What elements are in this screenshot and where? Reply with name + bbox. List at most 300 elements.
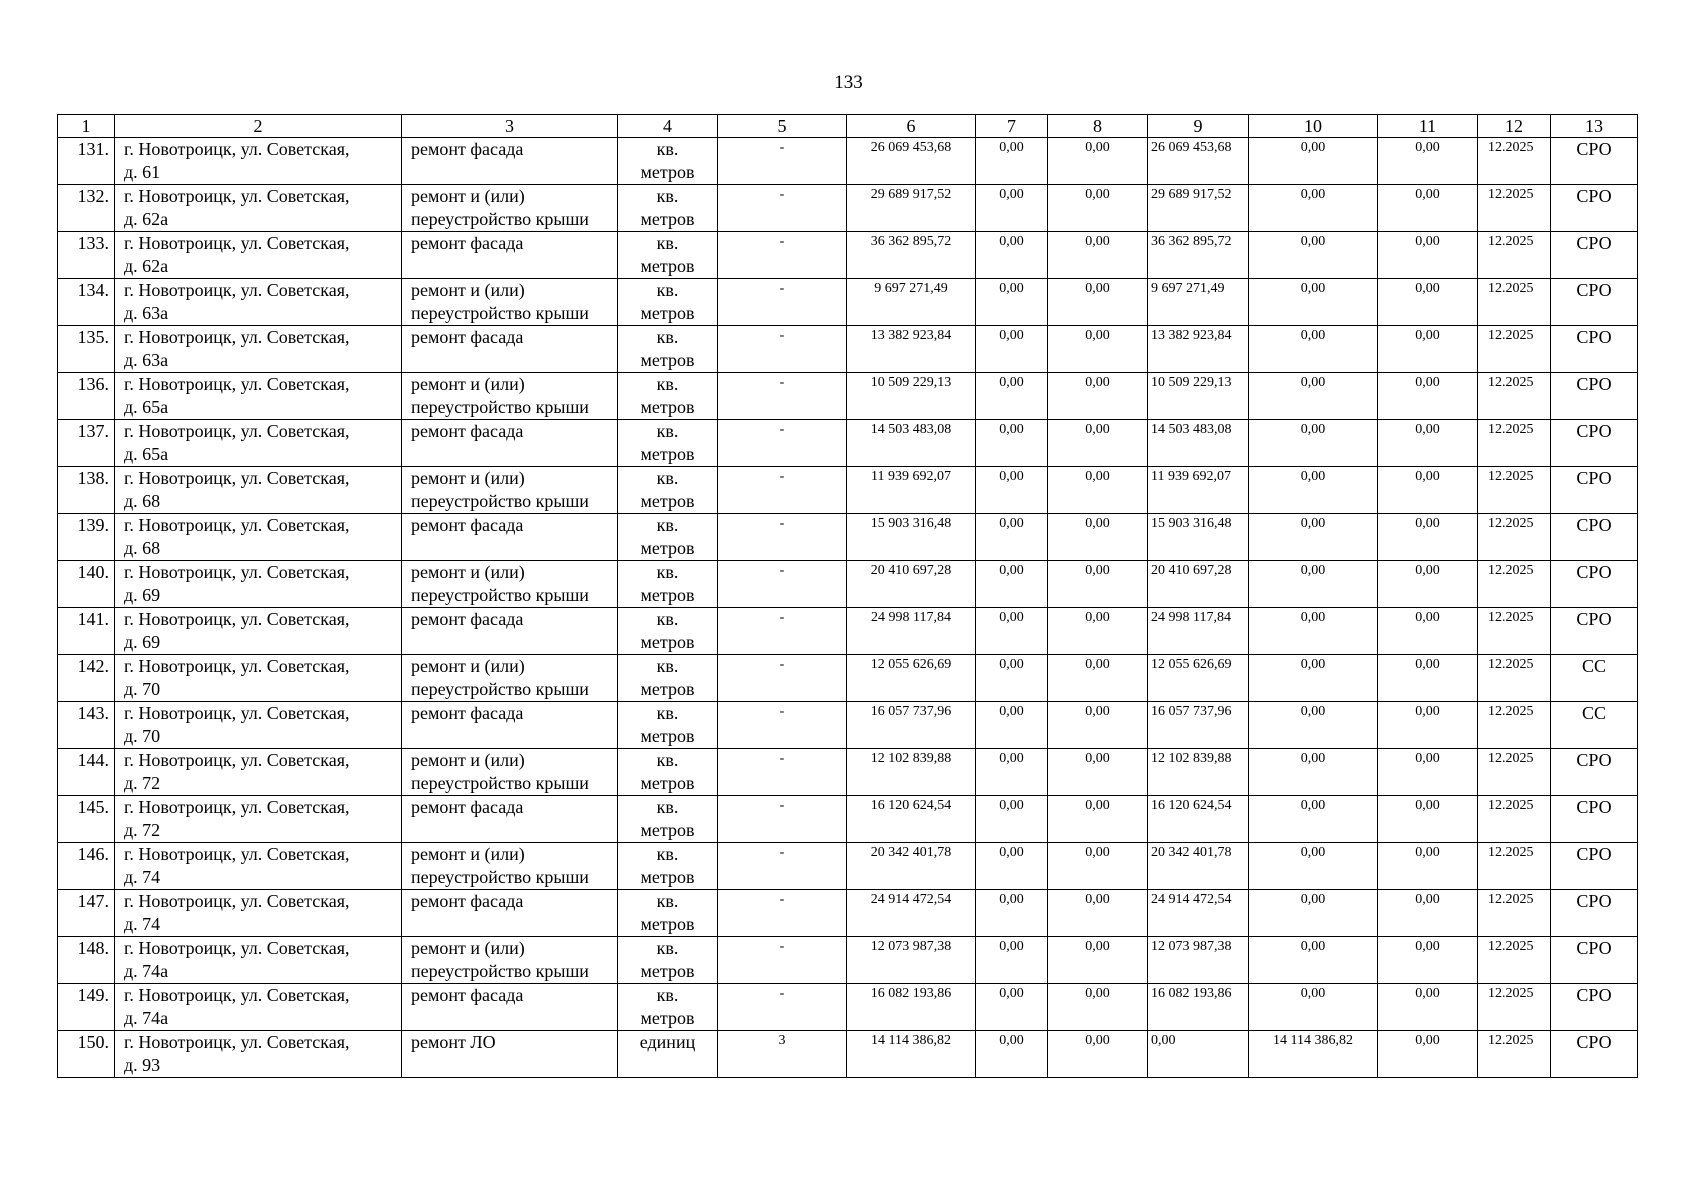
- total-cost-cell: 9 697 271,49: [847, 279, 976, 326]
- unit-line-2: метров: [640, 632, 695, 652]
- table-body: [58, 138, 1638, 1078]
- total-cost-cell: 15 903 316,48: [847, 514, 976, 561]
- work-type-cell: [402, 373, 618, 420]
- work-type-line-2: переустройство крыши: [411, 303, 589, 323]
- work-type-cell: [402, 890, 618, 937]
- quantity-cell: -: [718, 326, 847, 373]
- col8-cell: 0,00: [1048, 279, 1148, 326]
- unit-line-1: кв.: [656, 938, 679, 958]
- work-type-line-1: ремонт и (или): [411, 374, 525, 394]
- column-header: 13: [1551, 115, 1638, 138]
- address-line-1: г. Новотроицк, ул. Советская,: [124, 797, 350, 817]
- col11-cell: 0,00: [1378, 655, 1478, 702]
- address-line-1: г. Новотроицк, ул. Советская,: [124, 938, 350, 958]
- table-row: [58, 1031, 1638, 1078]
- col11-cell: 0,00: [1378, 514, 1478, 561]
- column-header: 5: [718, 115, 847, 138]
- work-type-line-2: переустройство крыши: [411, 585, 589, 605]
- col9-cell: 16 120 624,54: [1148, 796, 1249, 843]
- address-line-2: д. 74: [124, 867, 161, 887]
- table-header-row: [58, 115, 1638, 138]
- unit-line-2: метров: [640, 209, 695, 229]
- col11-cell: 0,00: [1378, 608, 1478, 655]
- row-number: 137.: [58, 420, 115, 467]
- address-line-1: г. Новотроицк, ул. Советская,: [124, 609, 350, 629]
- unit-cell: [618, 890, 718, 937]
- address-cell: [115, 514, 402, 561]
- col11-cell: 0,00: [1378, 702, 1478, 749]
- address-line-1: г. Новотроицк, ул. Советская,: [124, 139, 350, 159]
- work-type-line-1: ремонт фасада: [411, 327, 524, 347]
- col9-cell: 12 073 987,38: [1148, 937, 1249, 984]
- completion-date-cell: 12.2025: [1478, 890, 1551, 937]
- col11-cell: 0,00: [1378, 796, 1478, 843]
- column-header: 1: [58, 115, 115, 138]
- column-header: 12: [1478, 115, 1551, 138]
- col11-cell: 0,00: [1378, 937, 1478, 984]
- col9-cell: 0,00: [1148, 1031, 1249, 1078]
- row-number: 141.: [58, 608, 115, 655]
- col8-cell: 0,00: [1048, 843, 1148, 890]
- unit-line-2: метров: [640, 914, 695, 934]
- unit-line-2: метров: [640, 491, 695, 511]
- work-type-line-1: ремонт и (или): [411, 468, 525, 488]
- unit-line-2: метров: [640, 397, 695, 417]
- col7-cell: 0,00: [976, 890, 1048, 937]
- method-cell: СРО: [1551, 1031, 1638, 1078]
- unit-cell: [618, 279, 718, 326]
- col10-cell: 0,00: [1249, 420, 1378, 467]
- completion-date-cell: 12.2025: [1478, 232, 1551, 279]
- completion-date-cell: 12.2025: [1478, 608, 1551, 655]
- table-row: [58, 937, 1638, 984]
- method-cell: СС: [1551, 702, 1638, 749]
- address-line-2: д. 61: [124, 162, 161, 182]
- quantity-cell: -: [718, 561, 847, 608]
- address-cell: [115, 749, 402, 796]
- col11-cell: 0,00: [1378, 420, 1478, 467]
- address-line-1: г. Новотроицк, ул. Советская,: [124, 985, 350, 1005]
- unit-line-2: метров: [640, 444, 695, 464]
- col11-cell: 0,00: [1378, 467, 1478, 514]
- col8-cell: 0,00: [1048, 185, 1148, 232]
- col8-cell: 0,00: [1048, 467, 1148, 514]
- address-cell: [115, 843, 402, 890]
- unit-line-2: метров: [640, 350, 695, 370]
- col9-cell: 29 689 917,52: [1148, 185, 1249, 232]
- unit-line-1: кв.: [656, 374, 679, 394]
- total-cost-cell: 36 362 895,72: [847, 232, 976, 279]
- unit-cell: [618, 467, 718, 514]
- address-cell: [115, 984, 402, 1031]
- col8-cell: 0,00: [1048, 326, 1148, 373]
- table-row: [58, 420, 1638, 467]
- address-cell: [115, 561, 402, 608]
- unit-line-1: кв.: [656, 280, 679, 300]
- address-cell: [115, 326, 402, 373]
- unit-line-2: метров: [640, 162, 695, 182]
- address-cell: [115, 467, 402, 514]
- col9-cell: 16 082 193,86: [1148, 984, 1249, 1031]
- table-row: [58, 185, 1638, 232]
- unit-line-2: метров: [640, 961, 695, 981]
- col9-cell: 26 069 453,68: [1148, 138, 1249, 185]
- work-type-line-1: ремонт фасада: [411, 703, 524, 723]
- page-number: 133: [834, 72, 863, 93]
- work-type-cell: [402, 420, 618, 467]
- total-cost-cell: 13 382 923,84: [847, 326, 976, 373]
- completion-date-cell: 12.2025: [1478, 138, 1551, 185]
- table-row: [58, 561, 1638, 608]
- work-type-cell: [402, 796, 618, 843]
- col9-cell: 11 939 692,07: [1148, 467, 1249, 514]
- unit-cell: [618, 1031, 718, 1078]
- col8-cell: 0,00: [1048, 937, 1148, 984]
- col10-cell: 0,00: [1249, 984, 1378, 1031]
- method-cell: СРО: [1551, 514, 1638, 561]
- completion-date-cell: 12.2025: [1478, 702, 1551, 749]
- col8-cell: 0,00: [1048, 655, 1148, 702]
- address-cell: [115, 279, 402, 326]
- col7-cell: 0,00: [976, 749, 1048, 796]
- completion-date-cell: 12.2025: [1478, 984, 1551, 1031]
- quantity-cell: -: [718, 702, 847, 749]
- col10-cell: 0,00: [1249, 279, 1378, 326]
- work-type-cell: [402, 138, 618, 185]
- method-cell: СРО: [1551, 138, 1638, 185]
- table-row: [58, 843, 1638, 890]
- quantity-cell: -: [718, 467, 847, 514]
- repair-schedule-table: [57, 114, 1638, 1078]
- col10-cell: 0,00: [1249, 749, 1378, 796]
- col10-cell: 0,00: [1249, 232, 1378, 279]
- work-type-cell: [402, 326, 618, 373]
- method-cell: СС: [1551, 655, 1638, 702]
- total-cost-cell: 24 998 117,84: [847, 608, 976, 655]
- quantity-cell: -: [718, 279, 847, 326]
- address-line-1: г. Новотроицк, ул. Советская,: [124, 327, 350, 347]
- completion-date-cell: 12.2025: [1478, 561, 1551, 608]
- unit-line-2: метров: [640, 820, 695, 840]
- column-header: 3: [402, 115, 618, 138]
- unit-line-2: метров: [640, 538, 695, 558]
- work-type-line-1: ремонт фасада: [411, 233, 524, 253]
- address-line-1: г. Новотроицк, ул. Советская,: [124, 562, 350, 582]
- work-type-line-1: ремонт и (или): [411, 186, 525, 206]
- work-type-cell: [402, 185, 618, 232]
- col8-cell: 0,00: [1048, 702, 1148, 749]
- row-number: 131.: [58, 138, 115, 185]
- unit-line-1: кв.: [656, 844, 679, 864]
- col10-cell: 0,00: [1249, 467, 1378, 514]
- unit-line-1: кв.: [656, 327, 679, 347]
- col10-cell: 0,00: [1249, 843, 1378, 890]
- address-line-2: д. 69: [124, 632, 161, 652]
- unit-line-1: кв.: [656, 797, 679, 817]
- completion-date-cell: 12.2025: [1478, 326, 1551, 373]
- quantity-cell: -: [718, 937, 847, 984]
- col7-cell: 0,00: [976, 608, 1048, 655]
- col9-cell: 16 057 737,96: [1148, 702, 1249, 749]
- completion-date-cell: 12.2025: [1478, 749, 1551, 796]
- unit-cell: [618, 937, 718, 984]
- total-cost-cell: 16 120 624,54: [847, 796, 976, 843]
- unit-cell: [618, 326, 718, 373]
- col7-cell: 0,00: [976, 279, 1048, 326]
- col7-cell: 0,00: [976, 373, 1048, 420]
- address-line-1: г. Новотроицк, ул. Советская,: [124, 280, 350, 300]
- completion-date-cell: 12.2025: [1478, 1031, 1551, 1078]
- unit-cell: [618, 655, 718, 702]
- col7-cell: 0,00: [976, 138, 1048, 185]
- quantity-cell: -: [718, 984, 847, 1031]
- col8-cell: 0,00: [1048, 420, 1148, 467]
- work-type-line-2: переустройство крыши: [411, 679, 589, 699]
- unit-line-1: кв.: [656, 233, 679, 253]
- unit-line-1: кв.: [656, 186, 679, 206]
- address-cell: [115, 655, 402, 702]
- table-row: [58, 279, 1638, 326]
- address-line-1: г. Новотроицк, ул. Советская,: [124, 656, 350, 676]
- address-line-2: д. 74а: [124, 1008, 169, 1028]
- work-type-line-2: переустройство крыши: [411, 209, 589, 229]
- address-cell: [115, 1031, 402, 1078]
- row-number: 145.: [58, 796, 115, 843]
- table-row: [58, 608, 1638, 655]
- work-type-line-2: переустройство крыши: [411, 491, 589, 511]
- col7-cell: 0,00: [976, 185, 1048, 232]
- quantity-cell: -: [718, 655, 847, 702]
- unit-cell: [618, 843, 718, 890]
- unit-line-2: метров: [640, 726, 695, 746]
- row-number: 143.: [58, 702, 115, 749]
- quantity-cell: -: [718, 608, 847, 655]
- quantity-cell: -: [718, 796, 847, 843]
- address-line-2: д. 70: [124, 726, 161, 746]
- address-line-2: д. 69: [124, 585, 161, 605]
- work-type-line-1: ремонт фасада: [411, 609, 524, 629]
- method-cell: СРО: [1551, 232, 1638, 279]
- row-number: 150.: [58, 1031, 115, 1078]
- row-number: 133.: [58, 232, 115, 279]
- address-line-2: д. 68: [124, 491, 161, 511]
- address-line-1: г. Новотроицк, ул. Советская,: [124, 186, 350, 206]
- address-cell: [115, 702, 402, 749]
- work-type-line-1: ремонт фасада: [411, 139, 524, 159]
- row-number: 136.: [58, 373, 115, 420]
- col7-cell: 0,00: [976, 467, 1048, 514]
- col11-cell: 0,00: [1378, 326, 1478, 373]
- col7-cell: 0,00: [976, 655, 1048, 702]
- address-line-2: д. 74: [124, 914, 161, 934]
- total-cost-cell: 12 102 839,88: [847, 749, 976, 796]
- col8-cell: 0,00: [1048, 514, 1148, 561]
- row-number: 139.: [58, 514, 115, 561]
- unit-cell: [618, 561, 718, 608]
- total-cost-cell: 24 914 472,54: [847, 890, 976, 937]
- unit-line-2: метров: [640, 585, 695, 605]
- unit-cell: [618, 984, 718, 1031]
- quantity-cell: -: [718, 420, 847, 467]
- col7-cell: 0,00: [976, 232, 1048, 279]
- method-cell: СРО: [1551, 796, 1638, 843]
- method-cell: СРО: [1551, 608, 1638, 655]
- address-line-1: г. Новотроицк, ул. Советская,: [124, 703, 350, 723]
- address-cell: [115, 937, 402, 984]
- total-cost-cell: 20 410 697,28: [847, 561, 976, 608]
- completion-date-cell: 12.2025: [1478, 514, 1551, 561]
- method-cell: СРО: [1551, 373, 1638, 420]
- work-type-cell: [402, 984, 618, 1031]
- column-header: 2: [115, 115, 402, 138]
- work-type-line-1: ремонт и (или): [411, 844, 525, 864]
- unit-line-1: кв.: [656, 468, 679, 488]
- col10-cell: 0,00: [1249, 138, 1378, 185]
- col11-cell: 0,00: [1378, 185, 1478, 232]
- col11-cell: 0,00: [1378, 373, 1478, 420]
- address-line-2: д. 72: [124, 773, 161, 793]
- address-cell: [115, 890, 402, 937]
- completion-date-cell: 12.2025: [1478, 937, 1551, 984]
- completion-date-cell: 12.2025: [1478, 373, 1551, 420]
- col11-cell: 0,00: [1378, 890, 1478, 937]
- completion-date-cell: 12.2025: [1478, 185, 1551, 232]
- col10-cell: 0,00: [1249, 373, 1378, 420]
- method-cell: СРО: [1551, 185, 1638, 232]
- row-number: 147.: [58, 890, 115, 937]
- table-row: [58, 514, 1638, 561]
- col11-cell: 0,00: [1378, 561, 1478, 608]
- col9-cell: 12 055 626,69: [1148, 655, 1249, 702]
- col8-cell: 0,00: [1048, 608, 1148, 655]
- col10-cell: 0,00: [1249, 326, 1378, 373]
- column-header: 4: [618, 115, 718, 138]
- address-cell: [115, 608, 402, 655]
- work-type-cell: [402, 843, 618, 890]
- total-cost-cell: 20 342 401,78: [847, 843, 976, 890]
- col11-cell: 0,00: [1378, 279, 1478, 326]
- work-type-line-1: ремонт фасада: [411, 891, 524, 911]
- col11-cell: 0,00: [1378, 232, 1478, 279]
- address-line-2: д. 62а: [124, 209, 169, 229]
- address-line-2: д. 63а: [124, 350, 169, 370]
- address-line-1: г. Новотроицк, ул. Советская,: [124, 750, 350, 770]
- address-line-1: г. Новотроицк, ул. Советская,: [124, 1032, 350, 1052]
- work-type-cell: [402, 749, 618, 796]
- unit-line-2: метров: [640, 679, 695, 699]
- unit-line-1: кв.: [656, 421, 679, 441]
- work-type-cell: [402, 702, 618, 749]
- col10-cell: 0,00: [1249, 561, 1378, 608]
- method-cell: СРО: [1551, 937, 1638, 984]
- quantity-cell: -: [718, 185, 847, 232]
- address-line-1: г. Новотроицк, ул. Советская,: [124, 515, 350, 535]
- quantity-cell: -: [718, 843, 847, 890]
- col11-cell: 0,00: [1378, 138, 1478, 185]
- unit-cell: [618, 185, 718, 232]
- work-type-line-1: ремонт и (или): [411, 750, 525, 770]
- work-type-cell: [402, 561, 618, 608]
- method-cell: СРО: [1551, 467, 1638, 514]
- row-number: 138.: [58, 467, 115, 514]
- address-line-1: г. Новотроицк, ул. Советская,: [124, 891, 350, 911]
- address-line-1: г. Новотроицк, ул. Советская,: [124, 374, 350, 394]
- col10-cell: 0,00: [1249, 608, 1378, 655]
- table-row: [58, 655, 1638, 702]
- col7-cell: 0,00: [976, 937, 1048, 984]
- table-row: [58, 373, 1638, 420]
- row-number: 148.: [58, 937, 115, 984]
- work-type-line-1: ремонт фасада: [411, 515, 524, 535]
- col7-cell: 0,00: [976, 843, 1048, 890]
- total-cost-cell: 11 939 692,07: [847, 467, 976, 514]
- address-line-2: д. 63а: [124, 303, 169, 323]
- col9-cell: 20 410 697,28: [1148, 561, 1249, 608]
- unit-cell: [618, 608, 718, 655]
- work-type-line-2: переустройство крыши: [411, 961, 589, 981]
- col9-cell: 10 509 229,13: [1148, 373, 1249, 420]
- col9-cell: 24 914 472,54: [1148, 890, 1249, 937]
- address-line-1: г. Новотроицк, ул. Советская,: [124, 421, 350, 441]
- quantity-cell: -: [718, 890, 847, 937]
- row-number: 134.: [58, 279, 115, 326]
- unit-cell: [618, 373, 718, 420]
- unit-cell: [618, 796, 718, 843]
- row-number: 144.: [58, 749, 115, 796]
- row-number: 146.: [58, 843, 115, 890]
- table-row: [58, 749, 1638, 796]
- method-cell: СРО: [1551, 326, 1638, 373]
- col10-cell: 0,00: [1249, 890, 1378, 937]
- unit-line-1: кв.: [656, 891, 679, 911]
- total-cost-cell: 16 057 737,96: [847, 702, 976, 749]
- unit-line-1: кв.: [656, 562, 679, 582]
- unit-line-1: единиц: [639, 1032, 696, 1052]
- address-line-1: г. Новотроицк, ул. Советская,: [124, 844, 350, 864]
- work-type-line-1: ремонт и (или): [411, 562, 525, 582]
- completion-date-cell: 12.2025: [1478, 796, 1551, 843]
- method-cell: СРО: [1551, 843, 1638, 890]
- table-row: [58, 326, 1638, 373]
- unit-line-2: метров: [640, 1008, 695, 1028]
- col8-cell: 0,00: [1048, 1031, 1148, 1078]
- work-type-line-1: ремонт фасада: [411, 797, 524, 817]
- table-row: [58, 890, 1638, 937]
- unit-line-2: метров: [640, 303, 695, 323]
- unit-cell: [618, 232, 718, 279]
- total-cost-cell: 16 082 193,86: [847, 984, 976, 1031]
- col8-cell: 0,00: [1048, 749, 1148, 796]
- column-header: 10: [1249, 115, 1378, 138]
- address-line-2: д. 65а: [124, 444, 169, 464]
- column-header: 6: [847, 115, 976, 138]
- method-cell: СРО: [1551, 984, 1638, 1031]
- col9-cell: 36 362 895,72: [1148, 232, 1249, 279]
- quantity-cell: -: [718, 373, 847, 420]
- col10-cell: 0,00: [1249, 937, 1378, 984]
- work-type-cell: [402, 608, 618, 655]
- table-row: [58, 232, 1638, 279]
- quantity-cell: 3: [718, 1031, 847, 1078]
- unit-line-1: кв.: [656, 139, 679, 159]
- col10-cell: 0,00: [1249, 796, 1378, 843]
- work-type-line-1: ремонт ЛО: [411, 1032, 496, 1052]
- completion-date-cell: 12.2025: [1478, 420, 1551, 467]
- method-cell: СРО: [1551, 890, 1638, 937]
- unit-line-1: кв.: [656, 656, 679, 676]
- col9-cell: 24 998 117,84: [1148, 608, 1249, 655]
- address-line-2: д. 74а: [124, 961, 169, 981]
